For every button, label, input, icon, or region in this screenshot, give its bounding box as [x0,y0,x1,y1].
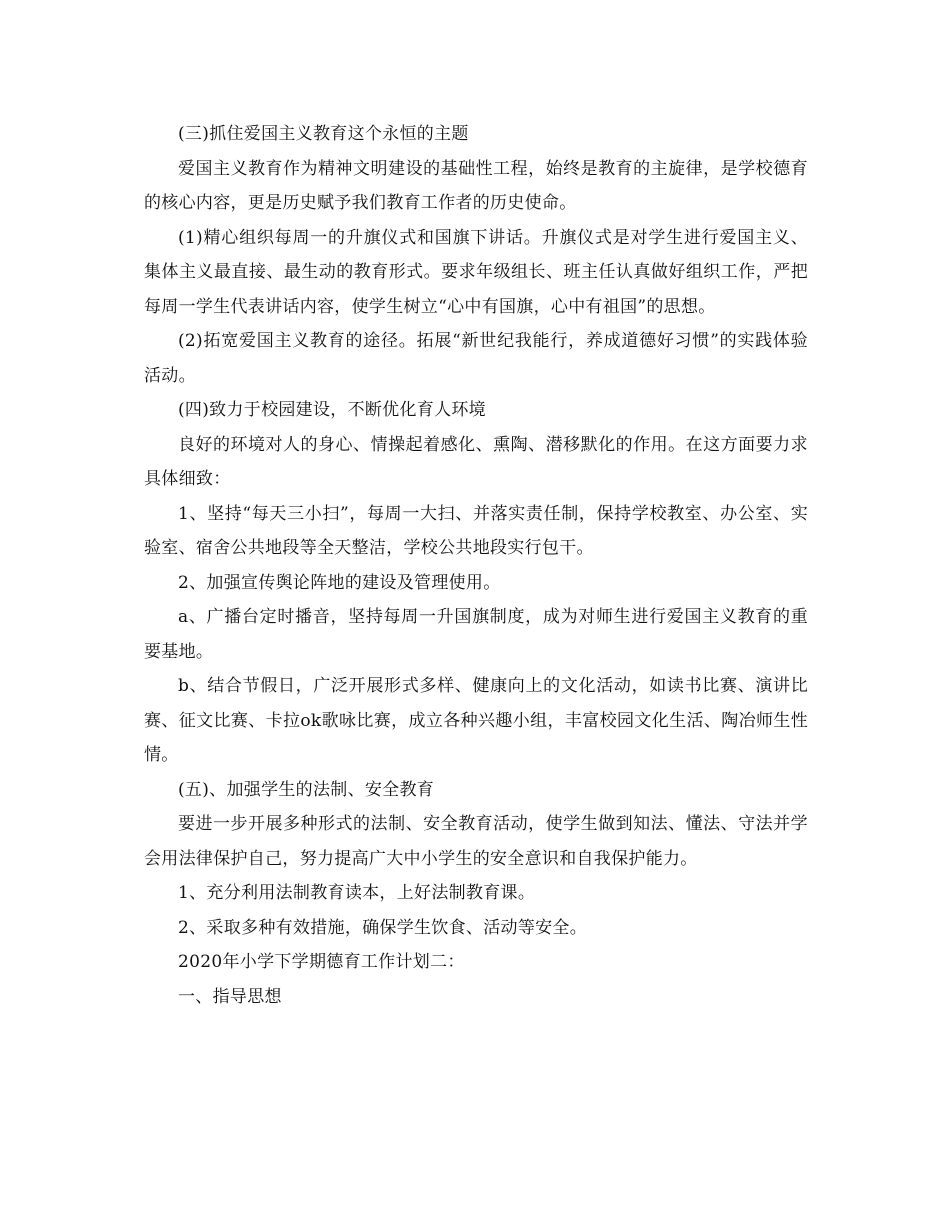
list-item-2: 2、采取多种有效措施，确保学生饮食、活动等安全。 [178,917,588,938]
section-heading-3: (三)抓住爱国主义教育这个永恒的主题 [178,124,469,144]
section-heading-4: (四)致力于校园建设，不断优化育人环境 [178,400,486,420]
section-heading-5: (五)、加强学生的法制、安全教育 [178,779,435,800]
plan-title: 2020年小学下学期德育工作计划二： [178,952,465,972]
section-heading-1: 一、指导思想 [178,986,282,1007]
list-item-1: 1、坚持“每天三小扫”，每周一大扫、并落实责任制，保持学校教室、办公室、实验室、宿舍公共地段等全天整洁，学校公共地段实行包干。 [144,503,808,558]
sub-item-a: a、广播台定时播音，坚持每周一升国旗制度，成为对师生进行爱国主义教育的重要基地。 [144,607,808,662]
list-item-2: (2)拓宽爱国主义教育的途径。拓展“新世纪我能行，养成道德好习惯”的实践体验活动。 [144,331,808,386]
list-item-1: 1、充分利用法制教育读本，上好法制教育课。 [178,883,536,903]
body-paragraph: 良好的环境对人的身心、情操起着感化、熏陶、潜移默化的作用。在这方面要力求具体细致： [144,434,808,489]
body-paragraph: 爱国主义教育作为精神文明建设的基础性工程，始终是教育的主旋律，是学校德育的核心内容，更是历史赋予我们教育工作者的历史使命。 [144,158,808,213]
sub-item-b: b、结合节假日，广泛开展形式多样、健康向上的文化活动，如读书比赛、演讲比赛、征文比赛、卡拉ok歌咏比赛，成立各种兴趣小组，丰富校园文化生活、陶冶师生性情。 [144,676,808,765]
list-item-2: 2、加强宣传舆论阵地的建设及管理使用。 [178,572,501,593]
body-paragraph: 要进一步开展多种形式的法制、安全教育活动，使学生做到知法、懂法、守法并学会用法律保护自己，努力提高广大中小学生的安全意识和自我保护能力。 [144,814,808,869]
document-body [144,117,808,1014]
list-item-1: (1)精心组织每周一的升旗仪式和国旗下讲话。升旗仪式是对学生进行爱国主义、集体主义最直接、最生动的教育形式。要求年级组长、班主任认真做好组织工作，严把每周一学生代表讲话内容，使学生树立“心中有国旗，心中有祖国”的思想。 [144,227,808,317]
